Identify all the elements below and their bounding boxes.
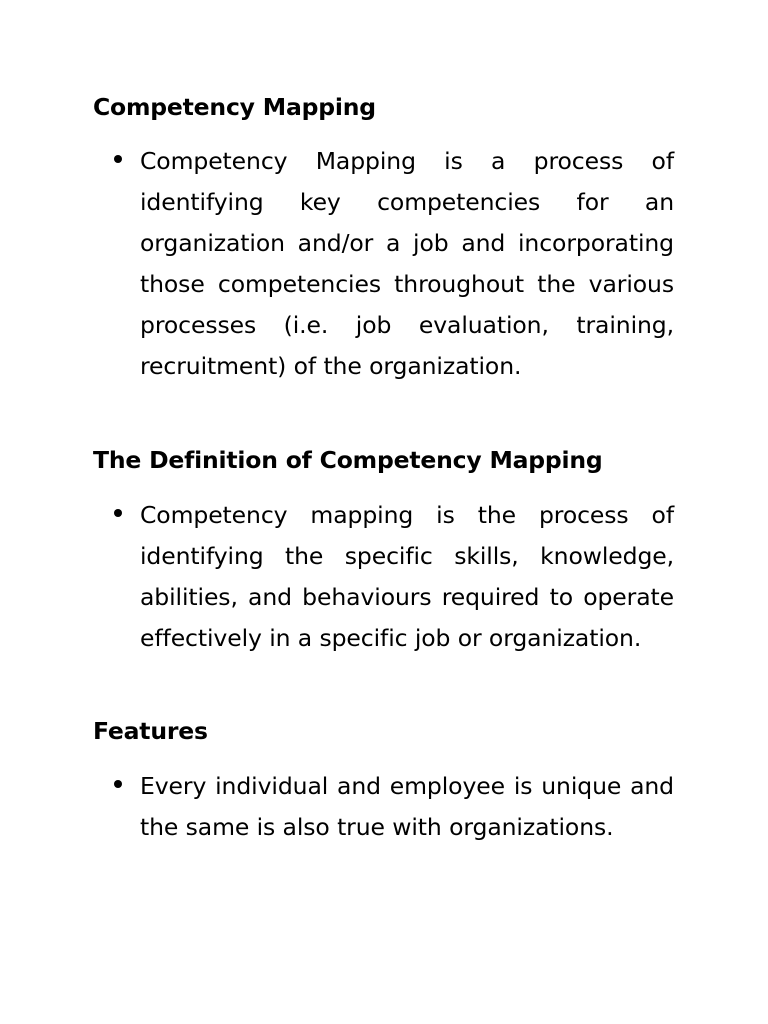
list-item [114,766,674,891]
bullet-text-definition: Competency mapping is the process of identifying the specific skills, knowledge, abilities, and behaviours required to operate effectively in a specific job or organization. [140,501,674,652]
bullet-icon [114,155,122,163]
section-heading-competency-mapping: Competency Mapping [93,93,376,121]
bullet-text-features: Every individual and employee is unique and the same is also true with organizations. [140,772,674,841]
list-item [114,495,674,700]
list-item [114,141,674,431]
section-heading-features: Features [93,717,208,745]
bullet-icon [114,509,122,517]
bullet-icon [114,780,122,788]
bullet-text-competency-mapping: Competency Mapping is a process of identifying key competencies for an organization and/or a job and incorporating those competencies throughout the various processes (i.e. job evaluation, training, recruitment) of the organization. [140,147,674,380]
section-heading-definition: The Definition of Competency Mapping [93,446,603,474]
